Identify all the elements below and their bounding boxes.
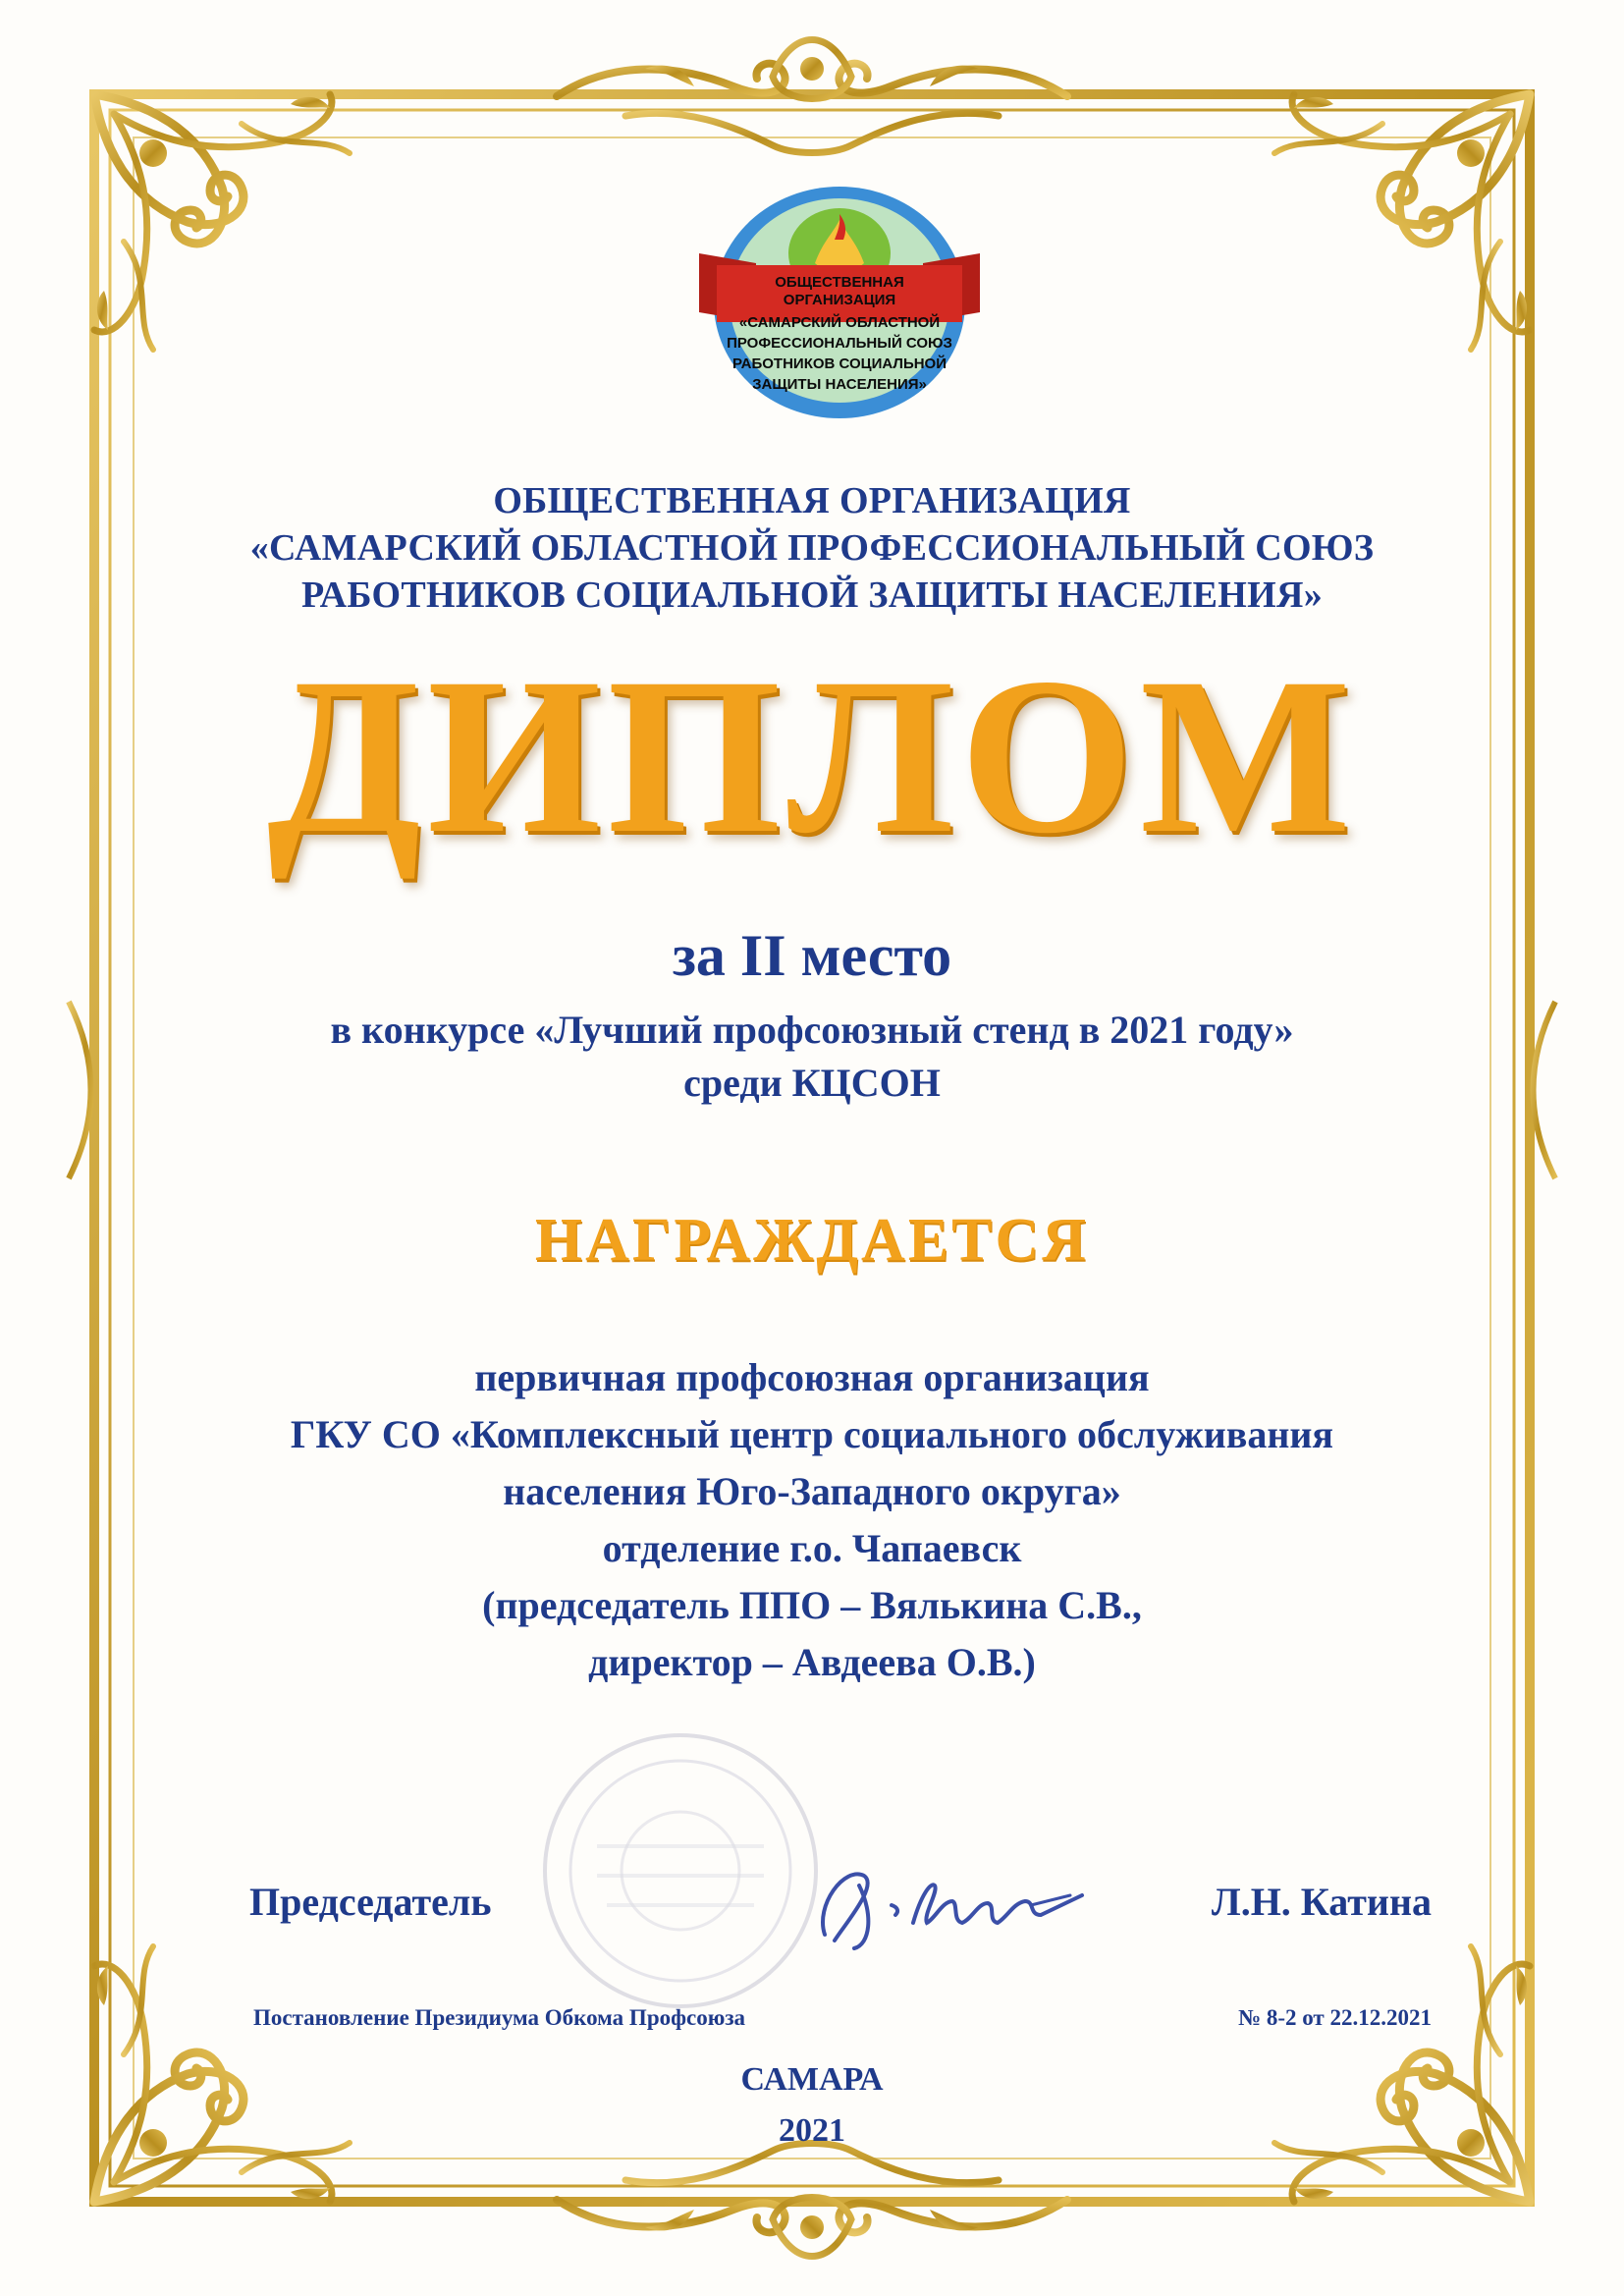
diploma-title: ДИПЛОМ bbox=[267, 632, 1357, 880]
recipient-line-4: отделение г.о. Чапаевск bbox=[602, 1526, 1022, 1570]
recipient-line-1: первичная профсоюзная организация bbox=[474, 1355, 1150, 1399]
logo-text-1: ОБЩЕСТВЕННАЯ bbox=[775, 274, 904, 291]
recipient-line-3: населения Юго-Западного округа» bbox=[503, 1469, 1121, 1513]
contest-line-2: среди КЦСОН bbox=[683, 1061, 941, 1105]
city: САМАРА bbox=[740, 2061, 884, 2098]
contest-line-1: в конкурсе «Лучший профсоюзный стенд в 2021 году» bbox=[330, 1008, 1294, 1052]
chairman-name: Л.Н. Катина bbox=[1211, 1880, 1432, 1924]
awarded-label: НАГРАЖДАЕТСЯ bbox=[534, 1207, 1090, 1274]
recipient-line-2: ГКУ СО «Комплексный центр социального обслуживания bbox=[290, 1412, 1334, 1456]
round-stamp bbox=[538, 1728, 823, 2013]
resolution-number: № 8-2 от 22.12.2021 bbox=[1237, 2005, 1432, 2030]
award-contest bbox=[0, 1004, 1624, 1110]
organization-emblem bbox=[687, 185, 992, 440]
logo-text-4: ПРОФЕССИОНАЛЬНЫЙ СОЮЗ bbox=[727, 335, 952, 352]
year: 2021 bbox=[779, 2112, 845, 2149]
logo-text-2: ОРГАНИЗАЦИЯ bbox=[783, 292, 896, 308]
handwritten-signature bbox=[805, 1846, 1090, 1954]
resolution-text: Постановление Президиума Обкома Профсоюза bbox=[253, 2005, 746, 2030]
org-header-line-2: «САМАРСКИЙ ОБЛАСТНОЙ ПРОФЕССИОНАЛЬНЫЙ СОЮЗ bbox=[249, 527, 1375, 569]
org-header-line-1: ОБЩЕСТВЕННАЯ ОРГАНИЗАЦИЯ bbox=[493, 480, 1131, 521]
recipient-line-5: (председатель ППО – Вялькина С.В., bbox=[482, 1583, 1142, 1627]
logo-text-3: «САМАРСКИЙ ОБЛАСТНОЙ bbox=[738, 314, 941, 331]
organization-header bbox=[0, 477, 1624, 619]
recipient-block bbox=[0, 1349, 1624, 1691]
chairman-title: Председатель bbox=[249, 1880, 492, 1924]
recipient-line-6: директор – Авдеева О.В.) bbox=[588, 1640, 1036, 1684]
logo-text-6: ЗАЩИТЫ НАСЕЛЕНИЯ» bbox=[752, 376, 927, 393]
logo-text-5: РАБОТНИКОВ СОЦИАЛЬНОЙ bbox=[731, 355, 947, 372]
org-header-line-3: РАБОТНИКОВ СОЦИАЛЬНОЙ ЗАЩИТЫ НАСЕЛЕНИЯ» bbox=[300, 574, 1324, 616]
award-place: за II место bbox=[672, 923, 952, 988]
